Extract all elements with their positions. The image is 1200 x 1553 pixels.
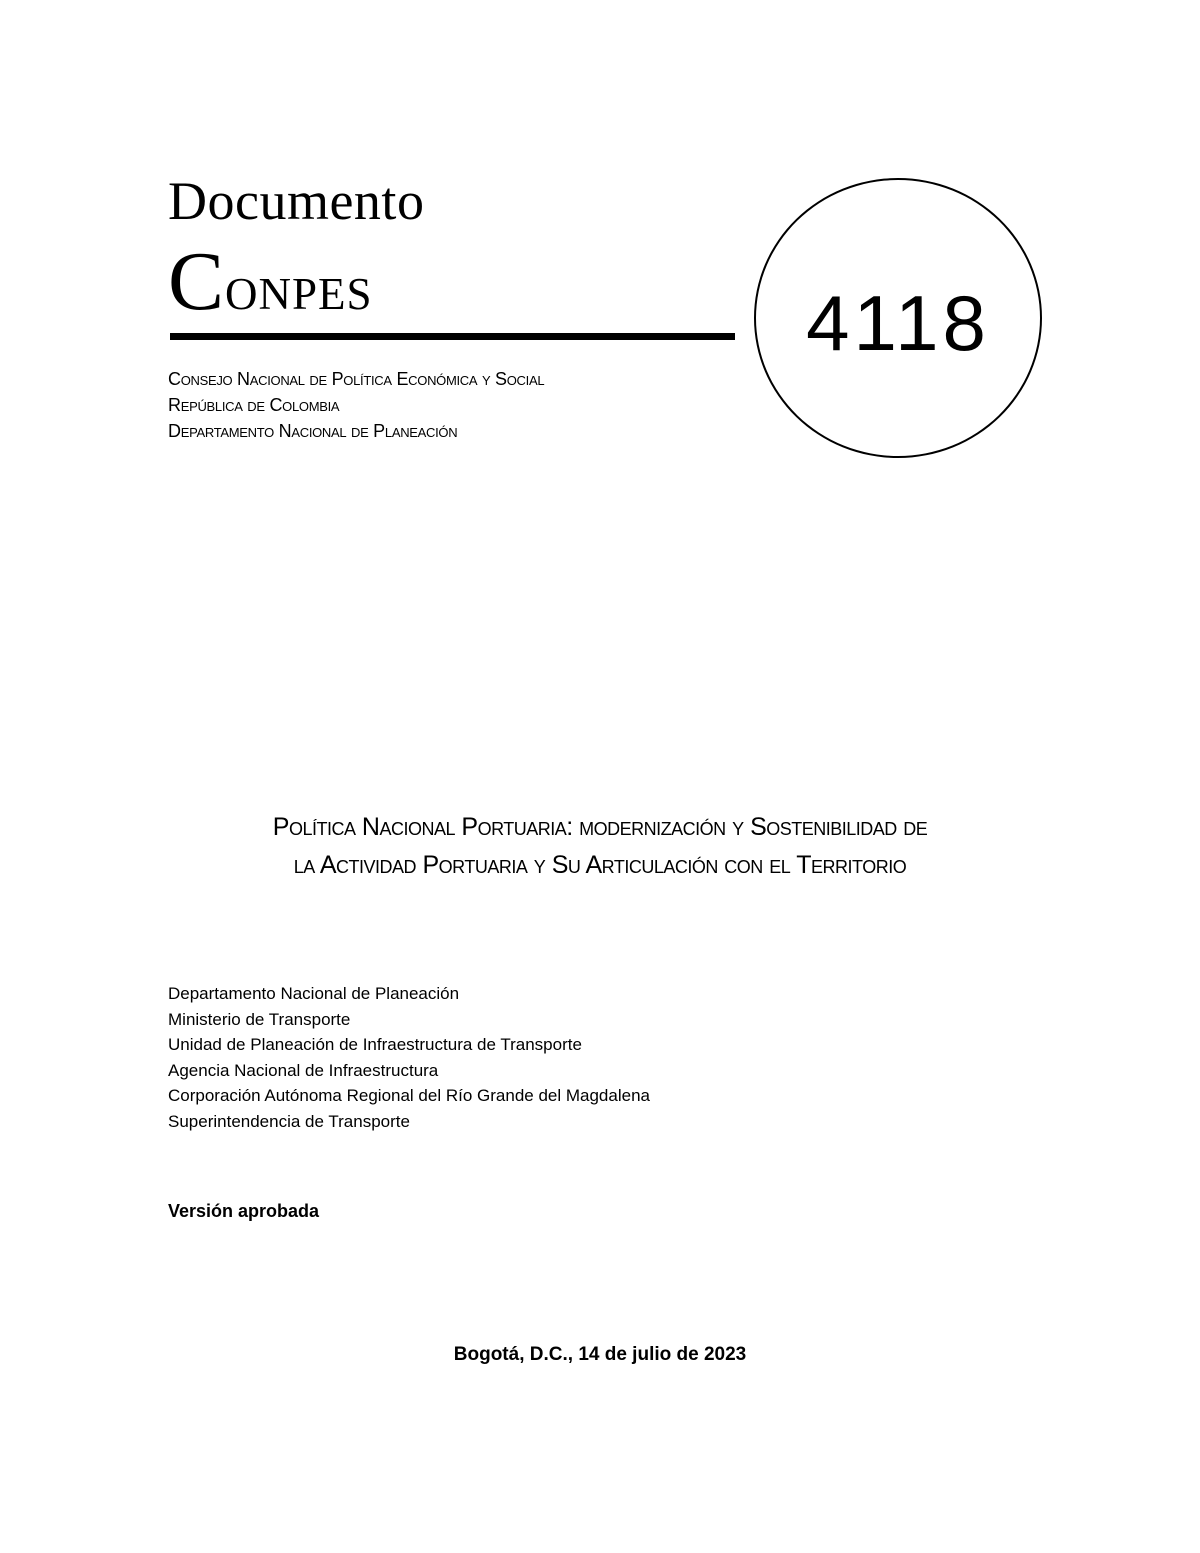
policy-title [100, 808, 1100, 884]
council-line-1: Consejo Nacional de Política Económica y Social [168, 369, 545, 389]
entity-item: Agencia Nacional de Infraestructura [168, 1060, 439, 1080]
document-number-circle [754, 178, 1042, 458]
document-word: Documento [168, 171, 425, 231]
version-label: Versión aprobada [168, 1201, 320, 1221]
entity-item: Unidad de Planeación de Infraestructura de Transporte [168, 1035, 582, 1054]
conpes-first-letter: C [168, 235, 226, 328]
policy-title-line-1: Política Nacional Portuaria: modernización y Sostenibilidad de [272, 813, 928, 841]
entity-item: Corporación Autónoma Regional del Río Grande del Magdalena [168, 1086, 650, 1105]
title-rule [170, 333, 735, 340]
document-number: 4118 [806, 279, 990, 367]
entity-item: Departamento Nacional de Planeación [168, 984, 460, 1003]
conpes-rest: onpes [225, 252, 373, 323]
council-line-2: República de Colombia [168, 395, 340, 415]
entities-list [168, 981, 650, 1134]
council-block [168, 366, 544, 444]
council-line-3: Departamento Nacional de Planeación [168, 421, 458, 441]
policy-title-line-2: la Actividad Portuaria y Su Articulación con el Territorio [293, 851, 907, 879]
conpes-title [168, 235, 373, 328]
entity-item: Ministerio de Transporte [168, 1009, 351, 1029]
date-line: Bogotá, D.C., 14 de julio de 2023 [453, 1344, 747, 1365]
entity-item: Superintendencia de Transporte [168, 1111, 410, 1131]
